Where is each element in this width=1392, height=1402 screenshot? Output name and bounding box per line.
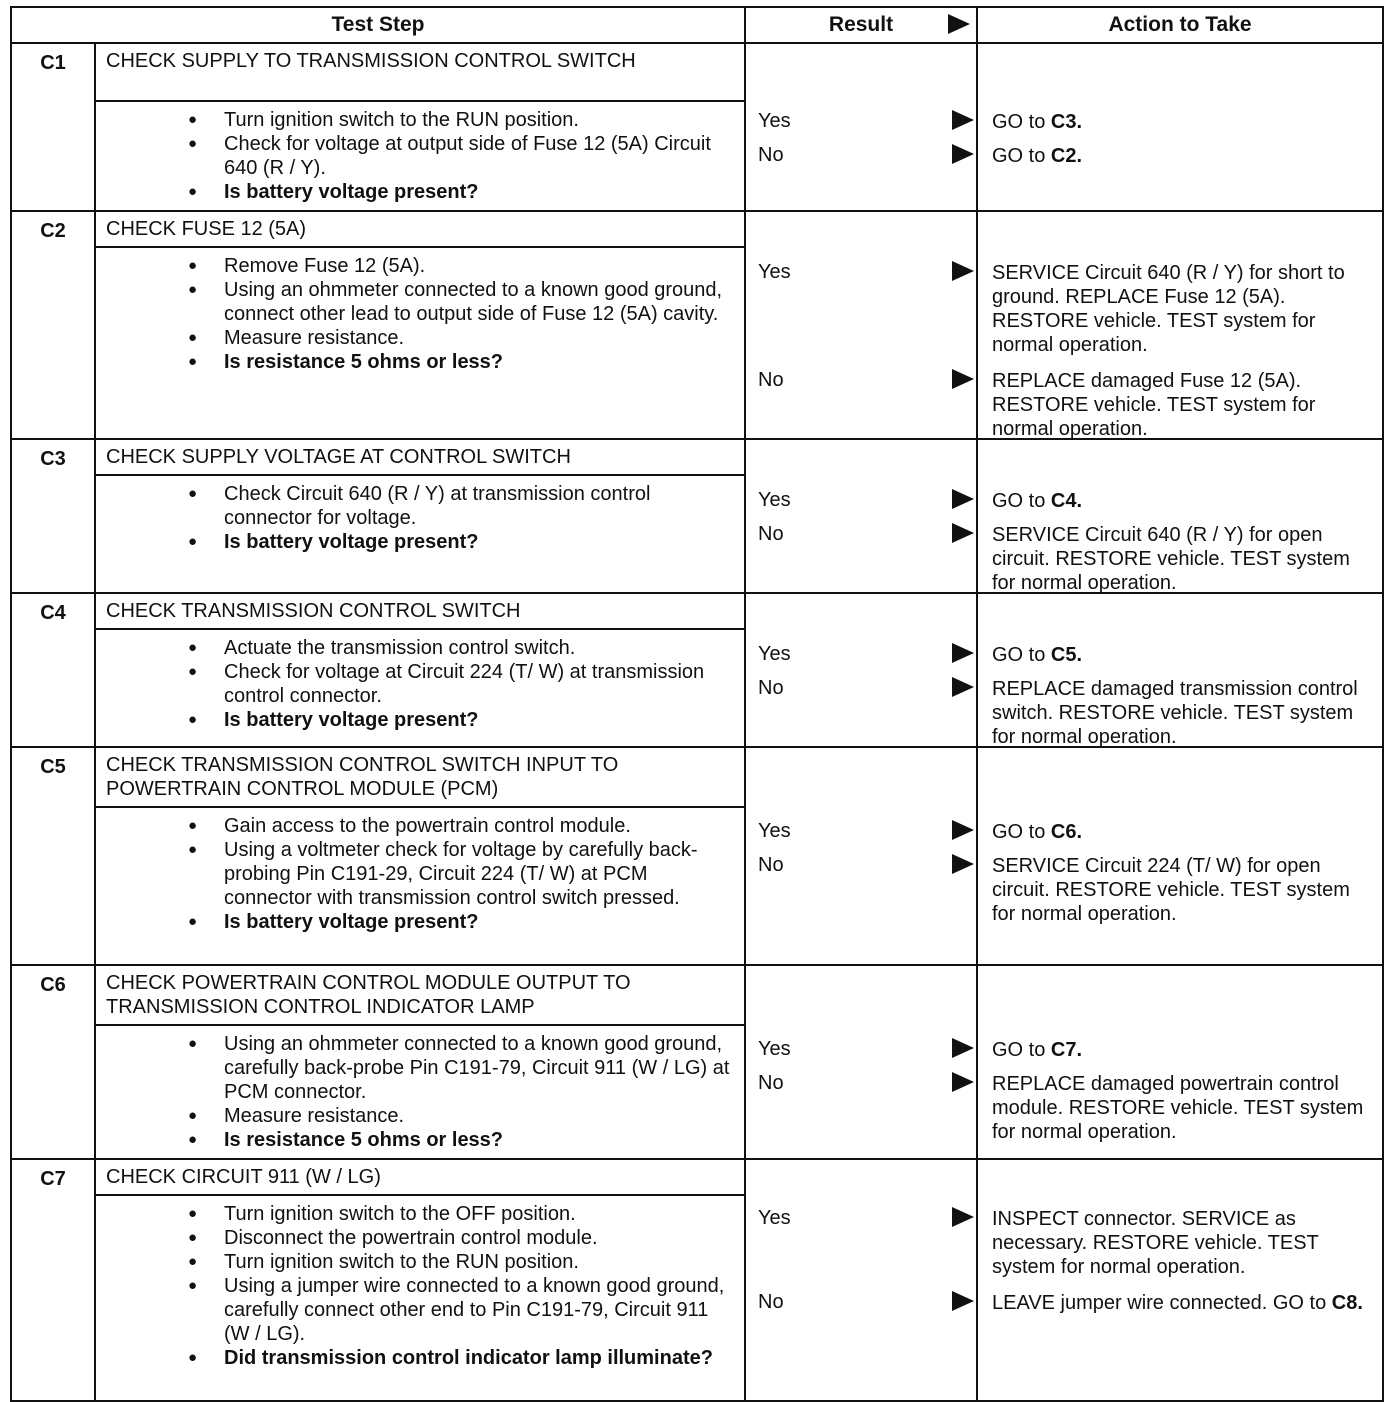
- result-yes: [758, 1207, 791, 1230]
- result-no: [758, 523, 784, 546]
- result-label: No: [758, 369, 784, 391]
- action-text-main: INSPECT connector. SERVICE as necessary. RESTORE vehicle. TEST system for normal operation.: [992, 1208, 1319, 1278]
- step-title-row: [11, 965, 1383, 1025]
- arrow-right-icon: [952, 523, 974, 543]
- action-text: [992, 1072, 1376, 1144]
- step-action-cell: [977, 965, 1383, 1159]
- instruction-item: ● Remove Fuse 12 (5A).: [188, 254, 734, 278]
- step-question: ● Is resistance 5 ohms or less?: [188, 350, 734, 374]
- action-text-end: .: [1076, 145, 1083, 167]
- arrow-right-icon: [952, 643, 974, 663]
- action-step-ref: C7: [1050, 1039, 1077, 1061]
- diagnostic-table: [10, 6, 1384, 1402]
- step-title-row: [11, 211, 1383, 247]
- result-label: Yes: [758, 261, 791, 283]
- result-label: Yes: [758, 820, 791, 842]
- step-title-row: [11, 43, 1383, 101]
- action-text: [992, 1207, 1376, 1279]
- action-text-main: SERVICE Circuit 224 (T/ W) for open circuit. RESTORE vehicle. TEST system for normal operation.: [992, 855, 1350, 925]
- action-text-main: SERVICE Circuit 640 (R / Y) for open circuit. RESTORE vehicle. TEST system for normal operation.: [992, 524, 1350, 594]
- arrow-right-icon: [952, 261, 974, 281]
- arrow-right-icon: [952, 1207, 974, 1227]
- step-id: C2: [11, 211, 95, 439]
- step-title-row: [11, 747, 1383, 807]
- step-id: C4: [11, 593, 95, 747]
- step-result-cell: [745, 1159, 977, 1401]
- step-title-row: [11, 439, 1383, 475]
- result-yes: [758, 643, 791, 666]
- arrow-right-icon: [952, 489, 974, 509]
- step-id: C5: [11, 747, 95, 965]
- header-result-label: Result: [828, 13, 894, 36]
- result-yes: [758, 1038, 791, 1061]
- step-question: ● Is battery voltage present?: [188, 708, 734, 732]
- step-action-cell: [977, 439, 1383, 593]
- step-title: CHECK TRANSMISSION CONTROL SWITCH: [95, 593, 745, 629]
- result-label: Yes: [758, 489, 791, 511]
- result-label: No: [758, 1291, 784, 1313]
- arrow-right-icon: [952, 1291, 974, 1311]
- action-text: [992, 1291, 1376, 1315]
- step-title: CHECK CIRCUIT 911 (W / LG): [95, 1159, 745, 1195]
- step-action-cell: [977, 211, 1383, 439]
- result-no: [758, 369, 784, 392]
- instruction-item: ● Measure resistance.: [188, 326, 734, 350]
- step-instructions: [95, 1025, 745, 1159]
- instruction-item: ● Using a voltmeter check for voltage by carefully back-probing Pin C191-29, Circuit 224 (T/ W) at PCM connector with transmission control switch pressed.: [188, 838, 734, 910]
- result-label: Yes: [758, 110, 791, 132]
- action-text-main: REPLACE damaged Fuse 12 (5A). RESTORE vehicle. TEST system for normal operation.: [992, 370, 1316, 440]
- step-action-cell: [977, 43, 1383, 211]
- instruction-item: ● Using an ohmmeter connected to a known good ground, carefully back-probe Pin C191-79, Circuit 911 (W / LG) at PCM connector.: [188, 1032, 734, 1104]
- header-action: Action to Take: [977, 7, 1383, 43]
- result-label: No: [758, 523, 784, 545]
- step-instructions: [95, 247, 745, 439]
- step-title: CHECK SUPPLY TO TRANSMISSION CONTROL SWITCH: [95, 43, 745, 101]
- result-label: No: [758, 1072, 784, 1094]
- action-text-main: REPLACE damaged powertrain control module. RESTORE vehicle. TEST system for normal operation.: [992, 1073, 1364, 1143]
- step-title-row: [11, 593, 1383, 629]
- action-text-end: .: [1076, 821, 1083, 843]
- instruction-list: [188, 108, 734, 204]
- instruction-item: ● Turn ignition switch to the RUN position.: [188, 1250, 734, 1274]
- action-text-main: GO to: [992, 1039, 1051, 1061]
- instruction-item: ● Using an ohmmeter connected to a known good ground, connect other lead to output side of Fuse 12 (5A) cavity.: [188, 278, 734, 326]
- action-text-end: .: [1357, 1292, 1363, 1314]
- step-question: ● Is battery voltage present?: [188, 910, 734, 934]
- step-question: ● Is battery voltage present?: [188, 530, 734, 554]
- instruction-item: ● Turn ignition switch to the RUN position.: [188, 108, 734, 132]
- instruction-list: [188, 254, 734, 374]
- result-no: [758, 144, 784, 167]
- arrow-right-icon: [952, 369, 974, 389]
- result-no: [758, 677, 784, 700]
- result-yes: [758, 110, 791, 133]
- step-result-cell: [745, 439, 977, 593]
- action-step-ref: C5: [1050, 644, 1077, 666]
- action-text-end: .: [1076, 1039, 1083, 1061]
- step-id: C1: [11, 43, 95, 211]
- action-step-ref: C6: [1050, 821, 1077, 843]
- step-result-cell: [745, 747, 977, 965]
- action-text-end: .: [1076, 644, 1083, 666]
- action-text: [992, 820, 1376, 844]
- result-label: No: [758, 144, 784, 166]
- step-instructions: [95, 101, 745, 211]
- step-action-cell: [977, 593, 1383, 747]
- step-title: CHECK SUPPLY VOLTAGE AT CONTROL SWITCH: [95, 439, 745, 475]
- action-text-main: REPLACE damaged transmission control switch. RESTORE vehicle. TEST system for normal operation.: [992, 678, 1358, 748]
- step-title: CHECK TRANSMISSION CONTROL SWITCH INPUT TO POWERTRAIN CONTROL MODULE (PCM): [95, 747, 745, 807]
- instruction-list: [188, 814, 734, 934]
- action-text: [992, 523, 1376, 595]
- action-text: [992, 110, 1376, 134]
- instruction-list: [188, 482, 734, 554]
- action-text-main: GO to: [992, 145, 1051, 167]
- action-text-end: .: [1076, 490, 1083, 512]
- arrow-right-icon: [952, 820, 974, 840]
- action-text: [992, 677, 1376, 749]
- action-text-main: GO to: [992, 111, 1051, 133]
- arrow-right-icon: [952, 677, 974, 697]
- step-instructions: [95, 475, 745, 593]
- step-instructions: [95, 807, 745, 965]
- arrow-right-icon: [952, 1072, 974, 1092]
- instruction-list: [188, 1032, 734, 1152]
- instruction-item: ● Gain access to the powertrain control module.: [188, 814, 734, 838]
- action-text: [992, 144, 1376, 168]
- step-result-cell: [745, 593, 977, 747]
- action-text-main: GO to: [992, 490, 1051, 512]
- action-text-main: GO to: [992, 644, 1051, 666]
- action-text: [992, 1038, 1376, 1062]
- step-title: CHECK FUSE 12 (5A): [95, 211, 745, 247]
- action-text-main: LEAVE jumper wire connected. GO to: [992, 1292, 1332, 1314]
- arrow-right-icon: [952, 144, 974, 164]
- result-label: No: [758, 854, 784, 876]
- step-title: CHECK POWERTRAIN CONTROL MODULE OUTPUT TO TRANSMISSION CONTROL INDICATOR LAMP: [95, 965, 745, 1025]
- result-yes: [758, 489, 791, 512]
- step-question: ● Is battery voltage present?: [188, 180, 734, 204]
- result-yes: [758, 820, 791, 843]
- header-test-step: Test Step: [11, 7, 745, 43]
- arrow-right-icon: [952, 110, 974, 130]
- step-result-cell: [745, 43, 977, 211]
- arrow-right-icon: [948, 14, 970, 34]
- instruction-item: ● Check Circuit 640 (R / Y) at transmission control connector for voltage.: [188, 482, 734, 530]
- header-row: [11, 7, 1383, 43]
- step-id: C6: [11, 965, 95, 1159]
- action-text: [992, 643, 1376, 667]
- instruction-item: ● Check for voltage at output side of Fuse 12 (5A) Circuit 640 (R / Y).: [188, 132, 734, 180]
- step-result-cell: [745, 965, 977, 1159]
- result-no: [758, 1291, 784, 1314]
- action-step-ref: C2: [1050, 145, 1077, 167]
- result-label: No: [758, 677, 784, 699]
- instruction-list: [188, 636, 734, 732]
- step-result-cell: [745, 211, 977, 439]
- result-label: Yes: [758, 1038, 791, 1060]
- action-text-main: SERVICE Circuit 640 (R / Y) for short to ground. REPLACE Fuse 12 (5A). RESTORE vehicle. TEST system for normal operation.: [992, 262, 1345, 356]
- result-label: Yes: [758, 643, 791, 665]
- result-no: [758, 854, 784, 877]
- action-text: [992, 261, 1376, 357]
- instruction-item: ● Measure resistance.: [188, 1104, 734, 1128]
- step-id: C7: [11, 1159, 95, 1401]
- instruction-item: ● Using a jumper wire connected to a known good ground, carefully connect other end to Pin C191-79, Circuit 911 (W / LG).: [188, 1274, 734, 1346]
- action-text: [992, 854, 1376, 926]
- instruction-list: [188, 1202, 734, 1370]
- arrow-right-icon: [952, 1038, 974, 1058]
- action-step-ref: C8: [1331, 1292, 1358, 1314]
- instruction-item: ● Actuate the transmission control switch.: [188, 636, 734, 660]
- arrow-right-icon: [952, 854, 974, 874]
- step-instructions: [95, 1195, 745, 1401]
- step-question: ● Is resistance 5 ohms or less?: [188, 1128, 734, 1152]
- step-action-cell: [977, 747, 1383, 965]
- instruction-item: ● Disconnect the powertrain control module.: [188, 1226, 734, 1250]
- action-text-main: GO to: [992, 821, 1051, 843]
- instruction-item: ● Turn ignition switch to the OFF position.: [188, 1202, 734, 1226]
- step-action-cell: [977, 1159, 1383, 1401]
- step-id: C3: [11, 439, 95, 593]
- result-label: Yes: [758, 1207, 791, 1229]
- action-step-ref: C3: [1050, 111, 1077, 133]
- header-result: [745, 7, 977, 43]
- result-no: [758, 1072, 784, 1095]
- result-yes: [758, 261, 791, 284]
- step-question: ● Did transmission control indicator lamp illuminate?: [188, 1346, 734, 1370]
- action-step-ref: C4: [1050, 490, 1077, 512]
- action-text-end: .: [1076, 111, 1083, 133]
- step-title-row: [11, 1159, 1383, 1195]
- instruction-item: ● Check for voltage at Circuit 224 (T/ W) at transmission control connector.: [188, 660, 734, 708]
- step-instructions: [95, 629, 745, 747]
- action-text: [992, 369, 1376, 441]
- action-text: [992, 489, 1376, 513]
